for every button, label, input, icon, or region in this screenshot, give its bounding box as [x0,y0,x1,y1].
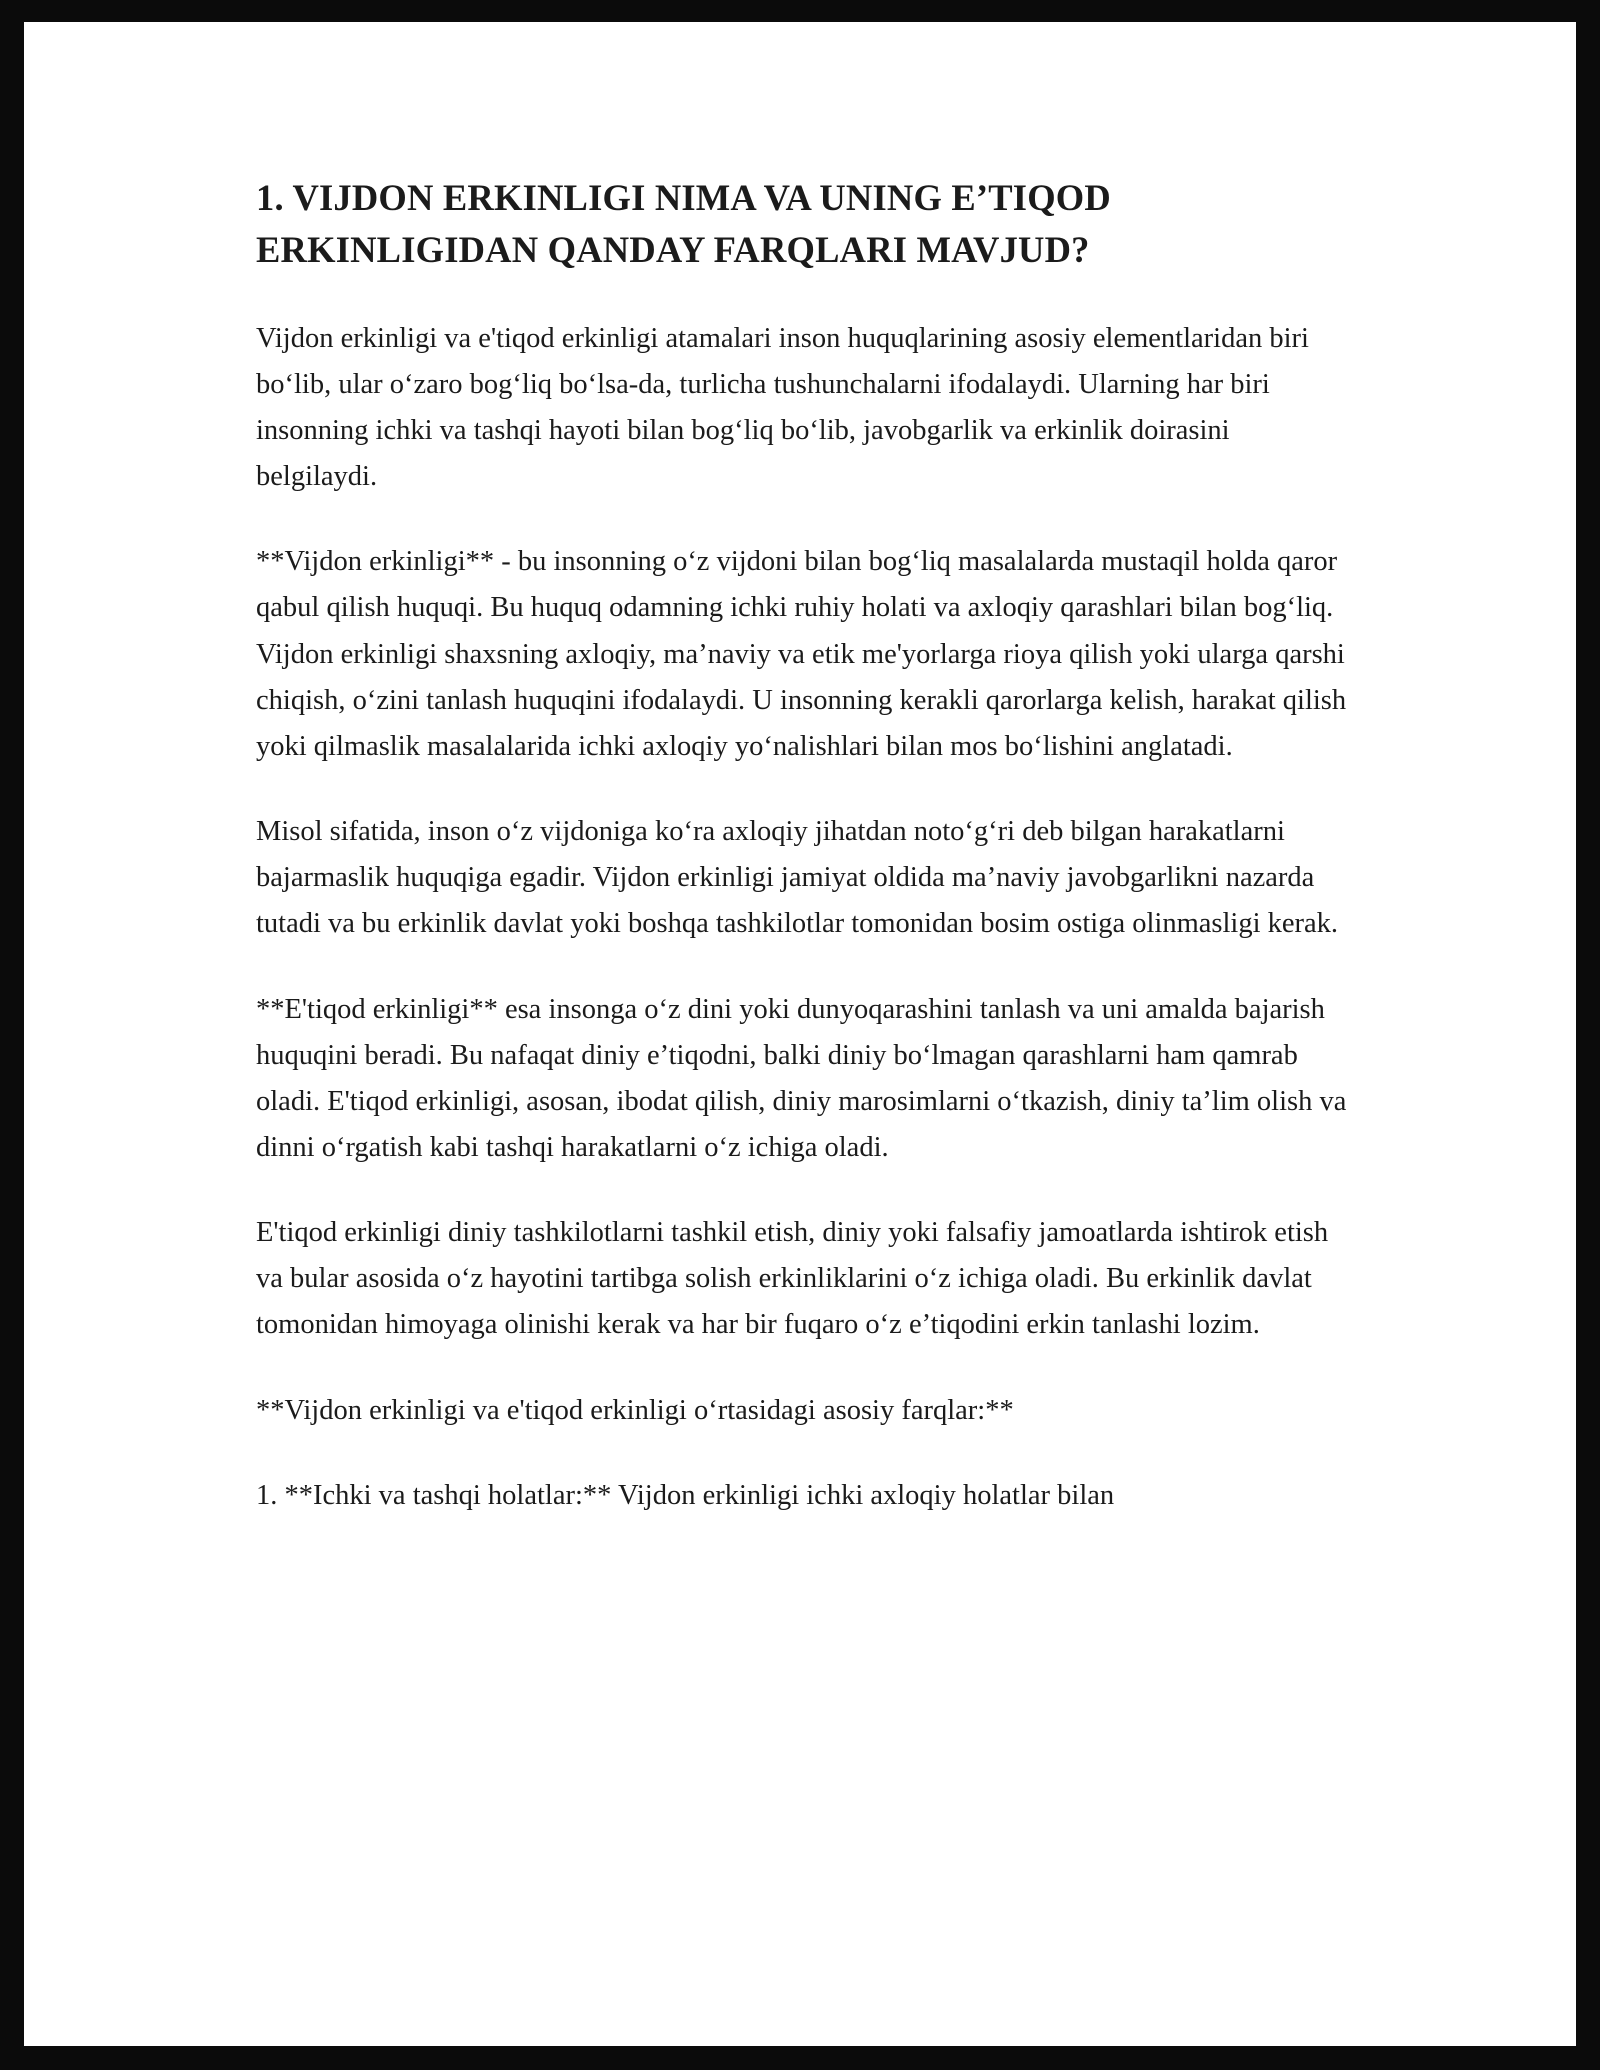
paragraph-subheading: **Vijdon erkinligi va e'tiqod erkinligi o‘rtasidagi asosiy farqlar:** [256,1394,1014,1426]
paragraph: E'tiqod erkinligi diniy tashkilotlarni tashkil etish, diniy yoki falsafiy jamoatlarda ishtirok etish va bular asosida o‘z hayotini tartibga solish erkinliklarini o‘z ichiga oladi. Bu erkinlik davlat tomonidan himoyaga olinishi kerak va har bir fuqaro o‘z e’tiqodini erkin tanlashi lozim. [256,1217,1329,1341]
paragraph-list-item: 1. **Ichki va tashqi holatlar:** Vijdon erkinligi ichki axloqiy holatlar bilan [256,1479,1115,1511]
paragraph: Vijdon erkinligi va e'tiqod erkinligi atamalari inson huquqlarining asosiy elementlaridan biri bo‘lib, ular o‘zaro bog‘liq bo‘lsa-da, turlicha tushunchalarni ifodalaydi. Ularning har biri insonning ichki va tashqi hayoti bilan bog‘liq bo‘lib, javobgarlik va erkinlik doirasini belgilaydi. [256,322,1309,493]
page-title: 1. VIJDON ERKINLIGI NIMA VA UNING E’TIQOD ERKINLIGIDAN QANDAY FARQLARI MAVJUD? [256,177,1111,270]
document-page [24,22,1576,2046]
paragraph: Misol sifatida, inson o‘z vijdoniga ko‘ra axloqiy jihatdan noto‘g‘ri deb bilgan harakatlarni bajarmaslik huquqiga egadir. Vijdon erkinligi jamiyat oldida ma’naviy javobgarlikni nazarda tutadi va bu erkinlik davlat yoki boshqa tashkilotlar tomonidan bosim ostiga olinmasligi kerak. [256,816,1339,940]
paragraph: **E'tiqod erkinligi** esa insonga o‘z dini yoki dunyoqarashini tanlash va uni amalda bajarish huquqini beradi. Bu nafaqat diniy e’tiqodni, balki diniy bo‘lmagan qarashlarni ham qamrab oladi. E'tiqod erkinligi, asosan, ibodat qilish, diniy marosimlarni o‘tkazish, diniy ta’lim olish va dinni o‘rgatish kabi tashqi harakatlarni o‘z ichiga oladi. [256,993,1347,1163]
paragraph: **Vijdon erkinligi** - bu insonning o‘z vijdoni bilan bog‘liq masalalarda mustaqil holda qaror qabul qilish huquqi. Bu huquq odamning ichki ruhiy holati va axloqiy qarashlari bilan bog‘liq. Vijdon erkinligi shaxsning axloqiy, ma’naviy va etik me'yorlarga rioya qilish yoki ularga qarshi chiqish, o‘zini tanlash huquqini ifodalaydi. U insonning kerakli qarorlarga kelish, harakat qilish yoki qilmaslik masalalarida ichki axloqiy yo‘nalishlari bilan mos bo‘lishini anglatadi. [256,546,1347,762]
